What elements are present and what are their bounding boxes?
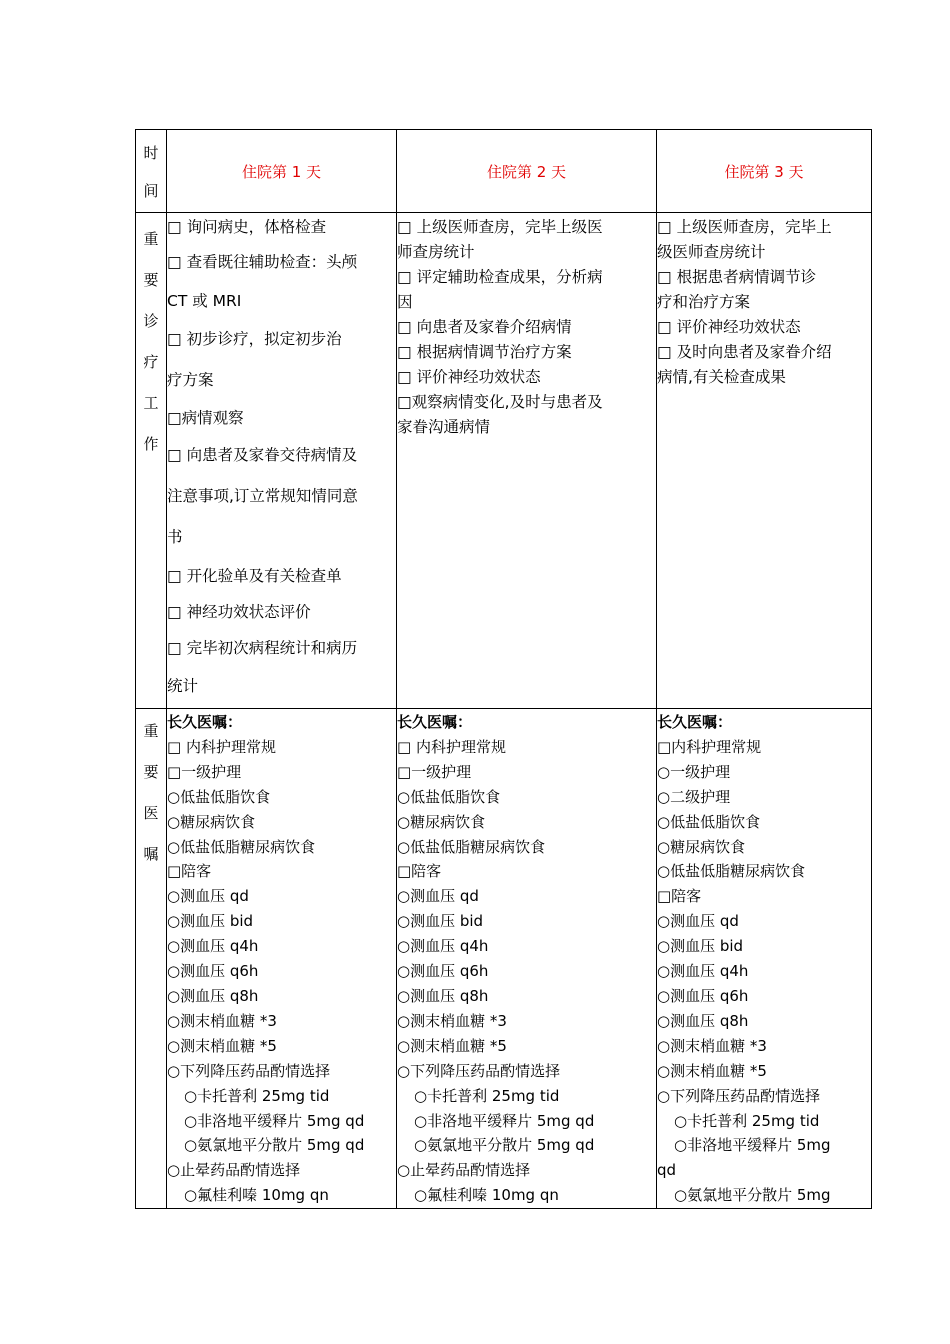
work-item: 统计	[167, 677, 199, 695]
order-item: ○测血压 qd	[657, 912, 739, 931]
order-item: ○测血压 q4h	[657, 962, 749, 981]
work-label-char: 疗	[143, 353, 159, 371]
work-item: □ 神经功效状态评价	[167, 603, 311, 621]
order-item: ○糖尿病饮食	[657, 837, 746, 856]
order-item: □陪客	[397, 862, 442, 881]
work-day-2-cell	[397, 213, 657, 709]
order-item: □陪客	[167, 862, 212, 881]
time-label-char: 时	[143, 144, 159, 162]
work-item: 因	[397, 293, 413, 311]
orders-label-char: 医	[143, 804, 159, 822]
work-item: □ 向患者及家眷交待病情及	[167, 446, 358, 464]
work-day-3-cell	[657, 213, 872, 709]
order-item: ○非洛地平缓释片 5mg	[674, 1136, 831, 1155]
orders-heading: 长久医嘱：	[167, 713, 243, 731]
order-item: ○测血压 q6h	[167, 962, 259, 981]
order-item: ○测血压 bid	[167, 912, 254, 931]
order-item: ○测血压 bid	[657, 937, 744, 956]
order-item: ○测末梢血糖 *3	[657, 1036, 767, 1055]
order-item: ○氨氯地平分散片 5mg qd	[414, 1136, 595, 1155]
order-item: ○非洛地平缓释片 5mg qd	[184, 1111, 365, 1130]
work-item: □ 询问病史，体格检查	[167, 218, 327, 236]
order-item: ○测末梢血糖 *5	[397, 1036, 507, 1055]
time-label-cell	[136, 130, 167, 213]
work-item: 病情,有关检查成果	[657, 368, 786, 386]
work-row	[136, 213, 872, 709]
order-item: ○测血压 q8h	[657, 1011, 749, 1030]
order-item: ○下列降压药品酌情选择	[657, 1086, 821, 1105]
work-label-char: 重	[143, 230, 159, 248]
order-item: ○卡托普利 25mg tid	[414, 1086, 560, 1105]
orders-day-1-cell	[167, 709, 397, 1209]
work-item: □病情观察	[167, 409, 244, 427]
orders-heading: 长久医嘱：	[397, 713, 473, 731]
order-item: qd	[657, 1161, 677, 1180]
order-item: ○卡托普利 25mg tid	[674, 1111, 820, 1130]
orders-row	[136, 709, 872, 1209]
orders-label-char: 要	[143, 763, 159, 781]
order-item: □ 内科护理常规	[397, 737, 506, 756]
order-item: □陪客	[657, 887, 702, 906]
order-item: ○二级护理	[657, 787, 731, 806]
order-item: ○测血压 q8h	[397, 986, 489, 1005]
work-item: 疗和治疗方案	[657, 293, 751, 311]
work-item: □ 评价神经功效状态	[657, 318, 801, 336]
order-item: ○卡托普利 25mg tid	[184, 1086, 330, 1105]
work-day-1-cell	[167, 213, 397, 709]
work-label-cell	[136, 213, 167, 709]
order-item: ○测血压 q6h	[657, 986, 749, 1005]
order-item: ○非洛地平缓释片 5mg qd	[414, 1111, 595, 1130]
order-item: ○测血压 qd	[397, 887, 479, 906]
work-item: □ 查看既往辅助检查：头颅	[167, 253, 358, 271]
work-item: 级医师查房统计	[657, 243, 766, 261]
header-row	[136, 130, 872, 213]
order-item: ○测血压 q4h	[397, 937, 489, 956]
work-item: □ 评定辅助检查成果，分析病	[397, 268, 603, 286]
order-item: ○测末梢血糖 *5	[167, 1036, 277, 1055]
orders-day-2-cell	[397, 709, 657, 1209]
work-label-char: 工	[143, 394, 159, 412]
work-item: □ 完毕初次病程统计和病历	[167, 639, 358, 657]
work-item: 师查房统计	[397, 243, 475, 261]
orders-label-cell	[136, 709, 167, 1209]
day-2-header: 住院第 2 天	[397, 130, 657, 213]
day-1-header: 住院第 1 天	[167, 130, 397, 213]
order-item: □一级护理	[167, 762, 242, 781]
order-item: ○测末梢血糖 *3	[167, 1011, 277, 1030]
order-item: ○一级护理	[657, 762, 731, 781]
orders-label-char: 重	[143, 722, 159, 740]
work-item: 家眷沟通病情	[397, 418, 491, 436]
order-item: ○测血压 q6h	[397, 962, 489, 981]
order-item: ○低盐低脂糖尿病饮食	[167, 837, 316, 856]
order-item: ○测血压 q4h	[167, 937, 259, 956]
work-item: □观察病情变化,及时与患者及	[397, 393, 603, 411]
work-item: □ 上级医师查房，完毕上	[657, 218, 832, 236]
order-item: □一级护理	[397, 762, 472, 781]
work-item: □ 及时向患者及家眷介绍	[657, 343, 832, 361]
order-item: ○测末梢血糖 *5	[657, 1061, 767, 1080]
order-item: □ 内科护理常规	[167, 737, 276, 756]
day-3-header: 住院第 3 天	[657, 130, 872, 213]
order-item: ○低盐低脂饮食	[657, 812, 761, 831]
work-item: CT 或 MRI	[167, 292, 242, 310]
order-item: ○测末梢血糖 *3	[397, 1011, 507, 1030]
order-item: ○低盐低脂饮食	[397, 787, 501, 806]
order-item: ○糖尿病饮食	[397, 812, 486, 831]
order-item: ○下列降压药品酌情选择	[167, 1061, 331, 1080]
order-item: ○测血压 qd	[167, 887, 249, 906]
order-item: ○糖尿病饮食	[167, 812, 256, 831]
orders-label-char: 嘱	[143, 845, 159, 863]
work-item: □ 向患者及家眷介绍病情	[397, 318, 572, 336]
order-item: ○测血压 q8h	[167, 986, 259, 1005]
work-item: □ 初步诊疗，拟定初步治	[167, 330, 342, 348]
orders-heading: 长久医嘱：	[657, 713, 733, 731]
order-item: ○下列降压药品酌情选择	[397, 1061, 561, 1080]
clinical-pathway-table	[135, 129, 872, 1209]
work-item: □ 开化验单及有关检查单	[167, 567, 342, 585]
work-item: 书	[167, 528, 183, 546]
work-item: □ 上级医师查房，完毕上级医	[397, 218, 603, 236]
order-item: ○氟桂利嗪 10mg qn	[414, 1186, 559, 1205]
order-item: ○低盐低脂糖尿病饮食	[657, 862, 806, 881]
order-item: □内科护理常规	[657, 737, 762, 756]
order-item: ○止晕药品酌情选择	[167, 1161, 301, 1180]
order-item: ○低盐低脂饮食	[167, 787, 271, 806]
order-item: ○测血压 bid	[397, 912, 484, 931]
order-item: ○氨氯地平分散片 5mg	[674, 1186, 831, 1205]
work-item: 注意事项,订立常规知情同意	[167, 487, 358, 505]
work-item: □ 评价神经功效状态	[397, 368, 541, 386]
work-label-char: 作	[143, 435, 159, 453]
time-label-char: 间	[143, 182, 159, 200]
order-item: ○止晕药品酌情选择	[397, 1161, 531, 1180]
order-item: ○低盐低脂糖尿病饮食	[397, 837, 546, 856]
work-item: □ 根据病情调节治疗方案	[397, 343, 572, 361]
work-label-char: 诊	[143, 312, 159, 330]
order-item: ○氟桂利嗪 10mg qn	[184, 1186, 329, 1205]
work-item: □ 根据患者病情调节诊	[657, 268, 817, 286]
work-item: 疗方案	[167, 371, 214, 389]
order-item: ○氨氯地平分散片 5mg qd	[184, 1136, 365, 1155]
orders-day-3-cell	[657, 709, 872, 1209]
work-label-char: 要	[143, 271, 159, 289]
